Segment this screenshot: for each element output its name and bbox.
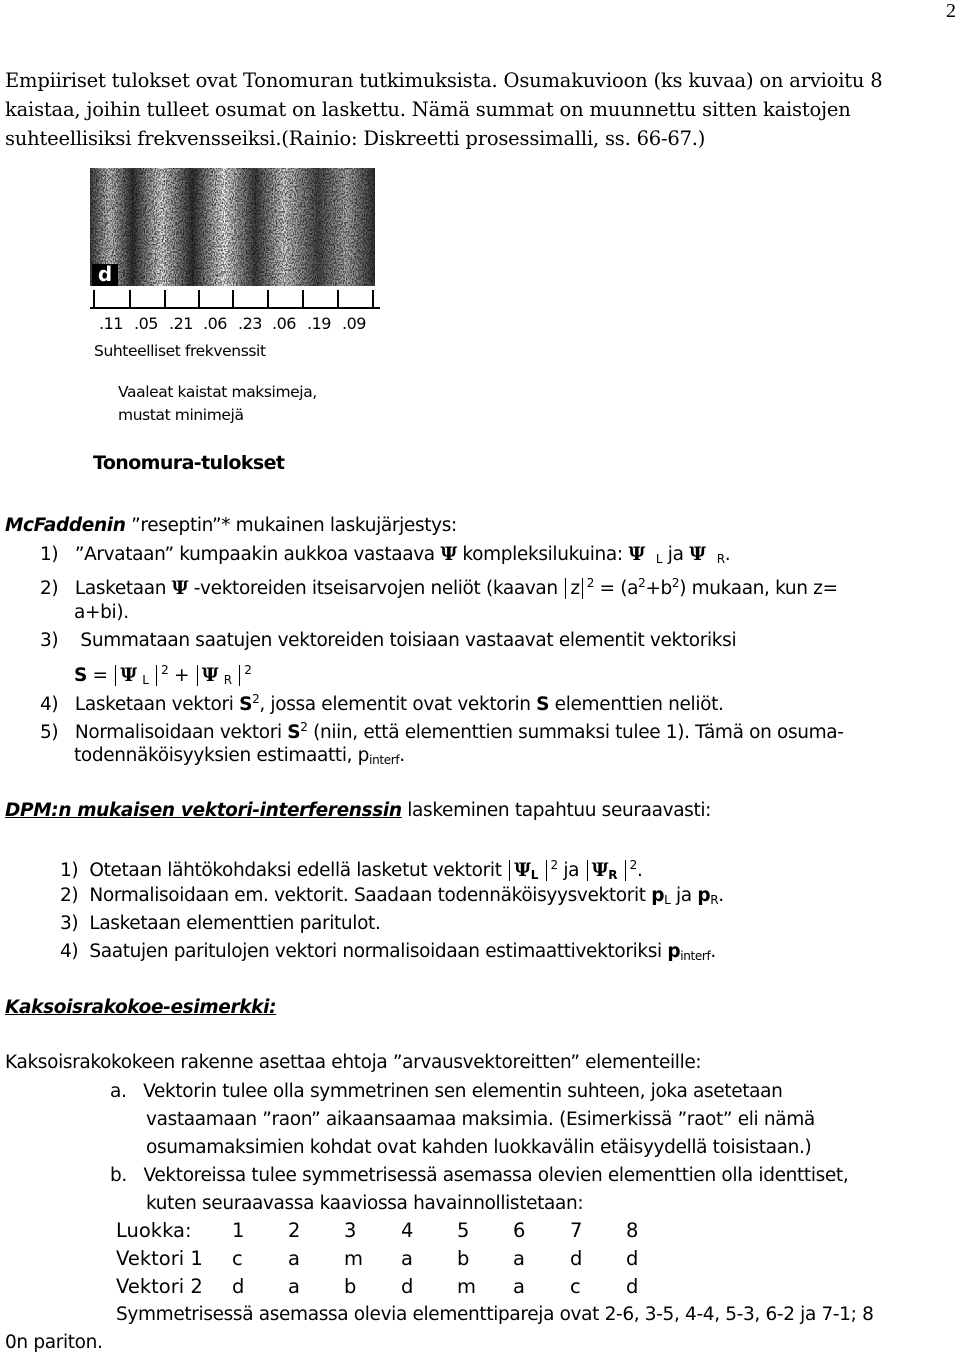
table-cell: 2 <box>288 1218 301 1242</box>
table-cell: a <box>513 1274 525 1298</box>
example-item-a-line: vastaamaan ”raon” aikaansaamaa maksimia. (Esimerkissä ”raot” eli nämä <box>146 1109 815 1130</box>
mcfadden-step-5: 5) Normalisoidaan vektori $S^2$ (niin, että elementtien summaksi tulee 1). Tämä on osuma- <box>40 720 844 743</box>
symmetry-line: Symmetrisessä asemassa olevia elementtipareja ovat 2-6, 3-5, 4-4, 5-3, 6-2 ja 7-1; 8 <box>116 1304 874 1325</box>
mcfadden-step-2-cont: a+bi). <box>74 602 129 623</box>
mcfadden-heading: McFaddenin <box>5 515 126 536</box>
dpm-step-3: 3) Lasketaan elementtien paritulot. <box>60 913 381 934</box>
figure-note-line: Vaaleat kaistat maksimeja, <box>118 383 317 401</box>
table-cell: 5 <box>457 1218 470 1242</box>
figure-caption: Tonomura-tulokset <box>93 452 285 474</box>
table-cell: b <box>344 1274 357 1298</box>
mcfadden-formula: S = Ψ $_L$ $^2$ + Ψ $_R$ $^2$ <box>74 663 252 687</box>
frequency-label: .11 <box>99 314 123 333</box>
table-cell: 3 <box>344 1218 357 1242</box>
mcfadden-step-1: 1) ”Arvataan” kumpaakin aukkoa vastaava Ψ kompleksilukuina: Ψ $_L$ ja Ψ $_R$. <box>40 544 731 566</box>
frequency-label: .09 <box>342 314 366 333</box>
table-cell: a <box>288 1246 300 1270</box>
table-cell: 8 <box>626 1218 639 1242</box>
intro-line: suhteellisiksi frekvensseiksi.(Rainio: Diskreetti prosessimalli, ss. 66-67.) <box>5 127 706 150</box>
table-cell: a <box>288 1274 300 1298</box>
intro-line: Empiiriset tulokset ovat Tonomuran tutkimuksista. Osumakuvioon (ks kuvaa) on arvioitu 8 <box>5 69 883 92</box>
frequency-caption: Suhteelliset frekvenssit <box>94 342 266 360</box>
dpm-step-1: 1) Otetaan lähtökohdaksi edellä lasketut vektorit $\Psi_L$ $^2$ ja $\Psi_R$ $^2$. <box>60 858 643 882</box>
example-item-b-line: kuten seuraavassa kaaviossa havainnollistetaan: <box>146 1193 584 1214</box>
row-label: Vektori 2 <box>116 1274 203 1298</box>
table-row <box>116 1272 656 1300</box>
example-item-b: b. Vektoreissa tulee symmetrisessä asemassa olevien elementtien olla identtiset, <box>110 1165 849 1186</box>
mcfadden-step-2: 2) Lasketaan Ψ -vektoreiden itseisarvojen neliöt (kaavan z $^2 = (a^2+b^2)$ mukaan, kun z= <box>40 576 838 599</box>
frequency-ticks <box>90 286 390 310</box>
mcfadden-step-4: 4) Lasketaan vektori $S^2$, jossa elementit ovat vektorin S elementtien neliöt. <box>40 692 724 715</box>
table-row <box>116 1216 656 1244</box>
mcfadden-heading-line: McFaddenin ”reseptin”* mukainen laskujärjestys: <box>5 515 457 536</box>
table-cell: d <box>570 1246 583 1270</box>
example-heading: Kaksoisrakokoe-esimerkki: <box>5 997 277 1018</box>
table-cell: d <box>626 1246 639 1270</box>
frequency-label: .06 <box>272 314 296 333</box>
table-cell: d <box>626 1274 639 1298</box>
row-label: Vektori 1 <box>116 1246 203 1270</box>
table-cell: a <box>401 1246 413 1270</box>
example-intro: Kaksoisrakokokeen rakenne asettaa ehtoja ”arvausvektoreitten” elementeille: <box>5 1052 702 1073</box>
table-cell: m <box>457 1274 476 1298</box>
table-cell: 4 <box>401 1218 414 1242</box>
panel-label: d <box>92 264 118 286</box>
interference-noise <box>90 168 375 286</box>
table-row <box>116 1244 656 1272</box>
example-item-a: a. Vektorin tulee olla symmetrinen sen elementin suhteen, joka asetetaan <box>110 1081 783 1102</box>
mcfadden-step-3: 3) Summataan saatujen vektoreiden toisiaan vastaavat elementit vektoriksi <box>40 630 737 651</box>
table-cell: a <box>513 1246 525 1270</box>
frequency-label: .23 <box>238 314 262 333</box>
table-cell: 1 <box>232 1218 245 1242</box>
vector-table <box>116 1216 656 1300</box>
frequency-label: .05 <box>134 314 158 333</box>
table-cell: d <box>232 1274 245 1298</box>
frequency-label: .21 <box>169 314 193 333</box>
example-item-a-line: osumamaksimien kohdat ovat kahden luokkavälin etäisyydellä toisistaan.) <box>146 1137 812 1158</box>
table-cell: d <box>401 1274 414 1298</box>
table-cell: 7 <box>570 1218 583 1242</box>
last-line: 0n pariton. <box>5 1332 103 1353</box>
table-cell: c <box>570 1274 581 1298</box>
dpm-heading: DPM:n mukaisen vektori-interferenssin <box>5 800 402 821</box>
dpm-step-2: 2) Normalisoidaan em. vektorit. Saadaan todennäköisyysvektorit $p_L$ ja $p_R$. <box>60 885 724 907</box>
mcfadden-step-5-cont: todennäköisyyksien estimaatti, $p_{interf}$. <box>74 745 405 767</box>
interference-pattern-image <box>90 168 375 286</box>
figure-note-line: mustat minimejä <box>118 406 244 424</box>
dpm-heading-line: DPM:n mukaisen vektori-interferenssin laskeminen tapahtuu seuraavasti: <box>5 800 712 821</box>
frequency-label: .06 <box>203 314 227 333</box>
table-cell: 6 <box>513 1218 526 1242</box>
intro-line: kaistaa, joihin tulleet osumat on laskettu. Nämä summat on muunnettu sitten kaistojen <box>5 98 851 121</box>
frequency-labels <box>90 314 380 336</box>
dpm-step-4: 4) Saatujen paritulojen vektori normalisoidaan estimaattivektoriksi $p_{interf}$. <box>60 941 716 963</box>
row-label: Luokka: <box>116 1218 192 1242</box>
page-number: 2 <box>946 0 956 22</box>
tonomura-figure <box>90 168 390 478</box>
frequency-label: .19 <box>307 314 331 333</box>
table-cell: b <box>457 1246 470 1270</box>
table-cell: c <box>232 1246 243 1270</box>
intro-paragraph <box>5 66 945 153</box>
table-cell: m <box>344 1246 363 1270</box>
